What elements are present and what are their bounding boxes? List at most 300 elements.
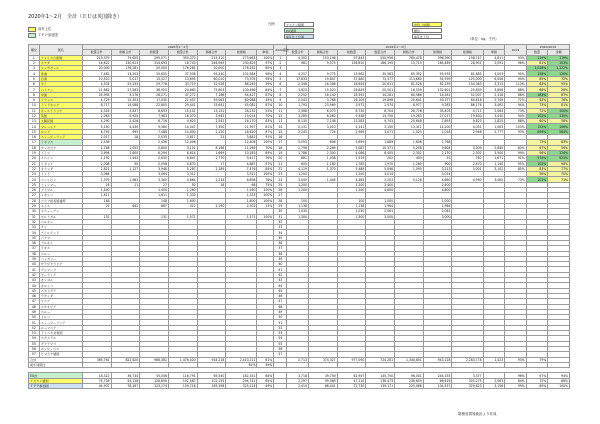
row-rank: 40 bbox=[29, 262, 40, 267]
row-country: ウガンダ bbox=[39, 293, 82, 298]
legend-eu bbox=[284, 28, 314, 33]
row-cell-r: 12 bbox=[274, 113, 287, 118]
row-cell-a: 39,063 bbox=[197, 97, 226, 102]
total-row-tv: 1,476,020 bbox=[168, 357, 197, 362]
row-cell-tv: 12,406 bbox=[168, 140, 197, 145]
row-country: ドミニカ共和国 bbox=[39, 331, 82, 336]
row-cell-tq19: 1,200 bbox=[337, 182, 366, 187]
row-cell-qr: 66% bbox=[526, 87, 548, 92]
row-cell-b: 102,584 bbox=[226, 71, 257, 76]
row-cell-q19: 3,823 bbox=[287, 87, 309, 92]
row-cell-q19: 1,786 bbox=[287, 150, 309, 155]
row-cell-tv: 14,800 bbox=[168, 129, 197, 134]
row-cell-c19: 762 bbox=[452, 156, 483, 161]
sub-total-19: 総価格 bbox=[452, 50, 483, 55]
row-country: ブラジル bbox=[39, 188, 82, 193]
row-cell-vr: 71% bbox=[548, 177, 570, 182]
row-cell-b19: 164,469 bbox=[423, 60, 452, 65]
row-cell-p: 100% bbox=[257, 193, 274, 198]
row-cell-tv19: 10,371 bbox=[366, 145, 395, 150]
row-cell-q19: 2,131 bbox=[287, 124, 309, 129]
sub-total-value-19: 総価格 bbox=[423, 50, 452, 55]
row-cell-tv: 15,101 bbox=[168, 108, 197, 113]
row-cell-qr: 158% bbox=[526, 71, 548, 76]
row-cell-p: 100% bbox=[257, 198, 274, 203]
row-cell-r: 23 bbox=[274, 172, 287, 177]
row-cell-a: 52,526 bbox=[197, 82, 226, 87]
row-cell-a19: 2,302 bbox=[395, 150, 424, 155]
row-cell-tv: 29,441 bbox=[168, 103, 197, 108]
row-cell-q: 16,622 bbox=[82, 60, 111, 65]
row-cell-a19: 459 bbox=[395, 156, 424, 161]
row-cell-tq19: 5,699 bbox=[337, 140, 366, 145]
row-cell-q: 5,150 bbox=[82, 124, 111, 129]
row-cell-b19: 132,601 bbox=[423, 87, 452, 92]
row-cell-c19: 2,946 bbox=[452, 129, 483, 134]
row-country: デンマーク bbox=[39, 267, 82, 272]
row-cell-tv19: 202 bbox=[366, 156, 395, 161]
row-cell-r: 26 bbox=[274, 188, 287, 193]
row-cell-c19: 81,885 bbox=[452, 71, 483, 76]
row-cell-pr: 72% bbox=[505, 97, 527, 102]
row-cell-r: 10 bbox=[274, 103, 287, 108]
row-country: スウェーデン bbox=[39, 209, 82, 214]
row-cell-c19: 125,000 bbox=[452, 76, 483, 81]
row-cell-v: 695 bbox=[111, 129, 140, 134]
row-cell-b: 86,245 bbox=[226, 82, 257, 87]
row-cell-r: 53 bbox=[274, 331, 287, 336]
row-cell-pr: 83% bbox=[505, 145, 527, 150]
row-cell-r: 20 bbox=[274, 156, 287, 161]
row-rank: 11 bbox=[29, 108, 40, 113]
summary-row-c19: 303,275 bbox=[452, 378, 483, 383]
row-cell-v19: 19,647 bbox=[308, 76, 337, 81]
row-cell-r: 24 bbox=[274, 177, 287, 182]
row-cell-v: 4,430 bbox=[111, 124, 140, 129]
row-cell-a19: 61,528 bbox=[395, 82, 424, 87]
row-cell-pr: 93% bbox=[505, 55, 527, 60]
row-cell-p: 94% bbox=[257, 76, 274, 81]
row-cell-pr: 94% bbox=[505, 113, 527, 118]
row-cell-vr: 28% bbox=[548, 87, 570, 92]
summary-row-p: 49% bbox=[257, 384, 274, 389]
row-country: アイルランド bbox=[39, 230, 82, 235]
sub-total-qty-19: 総数量 bbox=[337, 50, 366, 55]
row-cell-q: 1,611 bbox=[82, 193, 111, 198]
row-cell-q19: 3,040 bbox=[287, 177, 309, 182]
summary-row-vr: 94% bbox=[548, 373, 570, 378]
sub-qty-ratio: 数量 bbox=[526, 50, 548, 55]
row-country: メキシコ bbox=[39, 193, 82, 198]
total-row-tq: 988,381 bbox=[140, 357, 169, 362]
summary-row-d19: 2,563 bbox=[483, 378, 505, 383]
row-cell-q19: 2,798 bbox=[287, 145, 309, 150]
row-cell-b: 16,620 bbox=[226, 129, 257, 134]
row-cell-r: 57 bbox=[274, 352, 287, 357]
row-cell-d19: 3,042 bbox=[483, 113, 505, 118]
sub-qty-19b: 数量合計 bbox=[366, 50, 395, 55]
row-cell-b: 230,629 bbox=[226, 60, 257, 65]
row-cell-r: 22 bbox=[274, 166, 287, 171]
row-cell-r: 27 bbox=[274, 193, 287, 198]
row-cell-p: 70% bbox=[257, 113, 274, 118]
row-cell-q: 1,400 bbox=[82, 188, 111, 193]
row-cell-r: 18 bbox=[274, 145, 287, 150]
row-cell-tq19: 5,087 bbox=[337, 145, 366, 150]
row-country: ケニア bbox=[39, 299, 82, 304]
row-cell-a: 15,641 bbox=[197, 103, 226, 108]
total-row-b: 61% bbox=[226, 362, 257, 367]
row-cell-p: 76% bbox=[257, 177, 274, 182]
row-cell-vr: 100% bbox=[548, 108, 570, 113]
sub-total-qty: 総数量 bbox=[140, 50, 169, 55]
row-rank: 21 bbox=[29, 161, 40, 166]
row-cell-tq: 28,271 bbox=[140, 92, 169, 97]
summary-row-p: 64% bbox=[257, 373, 274, 378]
sub-kg-price-19: 単価 bbox=[483, 50, 505, 55]
row-cell-v: 230,613 bbox=[111, 60, 140, 65]
row-cell-tq19: 97,843 bbox=[337, 55, 366, 60]
row-cell-p: 100% bbox=[257, 214, 274, 219]
row-rank: 18 bbox=[29, 145, 40, 150]
row-cell-q: 2,008 bbox=[82, 161, 111, 166]
row-cell-vr: 81% bbox=[548, 103, 570, 108]
row-rank: 25 bbox=[29, 182, 40, 187]
row-country: ベトナム bbox=[39, 87, 82, 92]
row-cell-b19: 14,200 bbox=[423, 124, 452, 129]
row-cell-b19: 1,018 bbox=[423, 129, 452, 134]
row-cell-r: 40 bbox=[274, 262, 287, 267]
row-cell-a: 2,542 bbox=[197, 119, 226, 124]
total-row-c19: 2,283,778 bbox=[452, 357, 483, 362]
total-row-tq19: 977,090 bbox=[337, 357, 366, 362]
row-cell-b19: 95,935 bbox=[423, 71, 452, 76]
summary-row-q: 18,322 bbox=[82, 373, 111, 378]
row-cell-q19: 1,300 bbox=[287, 214, 309, 219]
summary-row-label: EU計 bbox=[29, 373, 83, 378]
row-rank: 16 bbox=[29, 135, 40, 140]
row-cell-tv19: 3,000 bbox=[366, 214, 395, 219]
row-cell-p: 53% bbox=[257, 108, 274, 113]
row-cell-v19: 1,038 bbox=[308, 156, 337, 161]
row-cell-v19: 9,575 bbox=[308, 60, 337, 65]
row-cell-q19: 1,200 bbox=[287, 188, 309, 193]
row-cell-a19: 760,478 bbox=[395, 55, 424, 60]
row-cell-tq: 295,071 bbox=[140, 55, 169, 60]
row-cell-a: 16 bbox=[197, 182, 226, 187]
row-cell-q: 2,017 bbox=[82, 135, 111, 140]
row-cell-tv: 50 bbox=[168, 182, 197, 187]
row-cell-q19: 1,138 bbox=[287, 203, 309, 208]
row-cell-d19: 1,063 bbox=[483, 124, 505, 129]
row-cell-tq19: 1,200 bbox=[337, 188, 366, 193]
row-cell-r: 5 bbox=[274, 76, 287, 81]
row-cell-tq: 27 bbox=[140, 182, 169, 187]
row-cell-r: 38 bbox=[274, 251, 287, 256]
row-cell-v: 18 bbox=[111, 135, 140, 140]
row-cell-tv: 4,620 bbox=[168, 119, 197, 124]
summary-row-p: 65% bbox=[257, 378, 274, 383]
row-cell-tv: 4,664 bbox=[168, 177, 197, 182]
row-cell-d19: 1,825 bbox=[483, 119, 505, 124]
row-cell-b: 1,333 bbox=[226, 193, 257, 198]
row-cell-tv19: 2,400 bbox=[366, 182, 395, 187]
summary-row-qr: 89% bbox=[526, 384, 548, 389]
row-country: ホンジュラス bbox=[39, 346, 82, 351]
row-country: オランダ bbox=[39, 166, 82, 171]
row-cell-tq: 8,653 bbox=[140, 108, 169, 113]
row-cell-r: 28 bbox=[274, 198, 287, 203]
row-cell-v: 1,127 bbox=[111, 166, 140, 171]
row-cell-qr: 58% bbox=[526, 172, 548, 177]
row-cell-tv19: 1,970 bbox=[366, 161, 395, 166]
row-cell-tq19: 4,484 bbox=[337, 177, 366, 182]
summary-row-b: 182,331 bbox=[226, 373, 257, 378]
row-country: ポルトガル bbox=[39, 214, 82, 219]
row-cell-v19: 3,010 bbox=[308, 124, 337, 129]
row-cell-qr: 67% bbox=[526, 145, 548, 150]
row-cell-qr: 63% bbox=[526, 82, 548, 87]
row-cell-b: 9,417 bbox=[226, 156, 257, 161]
row-cell-v: 2,426 bbox=[111, 119, 140, 124]
row-cell-q: 1,748 bbox=[82, 145, 111, 150]
row-cell-v19: 1,180 bbox=[308, 161, 337, 166]
row-cell-tq: 6,294 bbox=[140, 150, 169, 155]
row-rank: 17 bbox=[29, 140, 40, 145]
row-cell-b19: 1,964 bbox=[423, 203, 452, 208]
row-cell-p: 12% bbox=[257, 203, 274, 208]
row-rank: 47 bbox=[29, 299, 40, 304]
row-rank: 8 bbox=[29, 92, 40, 97]
row-cell-q: 10,510 bbox=[82, 76, 111, 81]
summary-row-b19: 104,557 bbox=[423, 384, 452, 389]
row-cell-pr: 88% bbox=[505, 87, 527, 92]
summary-row-b19: 244,335 bbox=[423, 373, 452, 378]
row-cell-qr: 73% bbox=[526, 103, 548, 108]
row-rank: 41 bbox=[29, 267, 40, 272]
total-row-v19: 374,327 bbox=[308, 357, 337, 362]
row-cell-p: 84% bbox=[257, 87, 274, 92]
summary-row-a: 165,398 bbox=[197, 384, 226, 389]
summary-row-v19: 99,369 bbox=[308, 378, 337, 383]
total-row-q: 365,761 bbox=[82, 357, 111, 362]
row-cell-q19: 1,030 bbox=[287, 209, 309, 214]
row-cell-pr: 96% bbox=[505, 60, 527, 65]
summary-row-pr: 84% bbox=[505, 378, 527, 383]
row-cell-r: 14 bbox=[274, 124, 287, 129]
row-cell-v: 79,655 bbox=[111, 55, 140, 60]
row-rank: 52 bbox=[29, 325, 40, 330]
row-cell-b: 66 bbox=[226, 182, 257, 187]
row-cell-tq19: 18,392 bbox=[337, 92, 366, 97]
row-cell-b: 28,232 bbox=[226, 108, 257, 113]
summary-row-a: 65,540 bbox=[197, 373, 226, 378]
row-cell-pr: 88% bbox=[505, 92, 527, 97]
row-rank: 34 bbox=[29, 230, 40, 235]
row-cell-v19: 6,070 bbox=[308, 108, 337, 113]
summary-row-tq: 128,856 bbox=[140, 378, 169, 383]
legend-title: 凡例 bbox=[268, 22, 275, 26]
row-cell-r: 35 bbox=[274, 235, 287, 240]
row-cell-tq: 20,000 bbox=[140, 66, 169, 71]
row-cell-tv19: 2,203 bbox=[366, 177, 395, 182]
row-cell-tv19: 13,750 bbox=[366, 113, 395, 118]
row-cell-a: 2,190 bbox=[197, 203, 226, 208]
row-cell-d19: 1,671 bbox=[483, 156, 505, 161]
row-rank: 53 bbox=[29, 331, 40, 336]
row-cell-p: 91% bbox=[257, 135, 274, 140]
summary-row-tv19: 139,171 bbox=[366, 384, 395, 389]
row-cell-pr: 73% bbox=[505, 108, 527, 113]
row-cell-tv: 33,719 bbox=[168, 82, 197, 87]
row-country: ルーマニア bbox=[39, 325, 82, 330]
row-cell-q: 20,000 bbox=[82, 66, 111, 71]
row-cell-pr: 113% bbox=[505, 82, 527, 87]
row-cell-a: 2,770 bbox=[197, 156, 226, 161]
row-cell-c19: 9,823 bbox=[452, 119, 483, 124]
row-cell-vr: 124% bbox=[548, 150, 570, 155]
row-cell-v19: 7,148 bbox=[308, 119, 337, 124]
row-cell-a19: 1,095 bbox=[395, 166, 424, 171]
row-cell-v: 5,920 bbox=[111, 113, 140, 118]
row-cell-p: 96% bbox=[257, 71, 274, 76]
row-cell-tq19: 3,972 bbox=[337, 103, 366, 108]
legend-asean-label: アセアン諸国 bbox=[286, 23, 304, 27]
row-cell-d19: 2,777 bbox=[483, 129, 505, 134]
row-cell-a19: 26,778 bbox=[395, 108, 424, 113]
row-cell-r: 41 bbox=[274, 267, 287, 272]
row-rank: 14 bbox=[29, 124, 40, 129]
row-cell-tv: 21,457 bbox=[168, 97, 197, 102]
row-cell-r: 13 bbox=[274, 119, 287, 124]
row-cell-v: 50 bbox=[111, 161, 140, 166]
row-cell-v19: 23,969 bbox=[308, 103, 337, 108]
total-row-pr: 93% bbox=[505, 357, 527, 362]
row-cell-tq: 1,400 bbox=[140, 188, 169, 193]
row-cell-qr: 63% bbox=[526, 97, 548, 102]
row-cell-vr: 1,122% bbox=[548, 66, 570, 71]
row-cell-pr: 99% bbox=[505, 150, 527, 155]
summary-row-tq: 55,056 bbox=[140, 373, 169, 378]
row-cell-tv: 1,600 bbox=[168, 198, 197, 203]
row-cell-r: 21 bbox=[274, 161, 287, 166]
row-cell-r: 8 bbox=[274, 92, 287, 97]
row-country: マレーシア bbox=[39, 124, 82, 129]
row-cell-qr: 699% bbox=[526, 129, 548, 134]
row-rank: 38 bbox=[29, 251, 40, 256]
legend-eu-label: EU諸国 bbox=[286, 29, 297, 33]
row-cell-tq: 1,611 bbox=[140, 193, 169, 198]
legend-label-tpp: ＴＰＰ参加国 bbox=[38, 33, 58, 37]
row-cell-qr: 183% bbox=[526, 92, 548, 97]
row-country: モロッコ bbox=[39, 283, 82, 288]
unit-label: （単位：kg、千円） bbox=[468, 37, 499, 41]
col-2020-rank-header: 2020順位 bbox=[274, 45, 287, 56]
legend-label-prev-top: 前年上位 bbox=[38, 27, 52, 31]
total-row-qr: 79% bbox=[526, 357, 548, 362]
total-row-q19: 2,713 bbox=[287, 357, 309, 362]
row-cell-a19: 8,977 bbox=[395, 103, 424, 108]
row-cell-a: 215,310 bbox=[197, 55, 226, 60]
row-cell-tq19: 1,785 bbox=[337, 161, 366, 166]
row-cell-a: 7,166 bbox=[197, 92, 226, 97]
row-cell-v: 1,443 bbox=[111, 156, 140, 161]
row-cell-vr: 58% bbox=[548, 119, 570, 124]
row-rank: 36 bbox=[29, 240, 40, 245]
summary-row-a19: 96,001 bbox=[395, 373, 424, 378]
row-cell-r: 51 bbox=[274, 320, 287, 325]
row-cell-pr: 94% bbox=[505, 103, 527, 108]
row-cell-tv19: 1,964 bbox=[366, 203, 395, 208]
row-cell-b: 10,283 bbox=[226, 150, 257, 155]
row-cell-d19: 2,091 bbox=[483, 60, 505, 65]
row-cell-tv19: 20,611 bbox=[366, 82, 395, 87]
row-cell-b: 45,082 bbox=[226, 103, 257, 108]
row-cell-d19: 3,062 bbox=[483, 103, 505, 108]
row-cell-tq19: 5,141 bbox=[337, 124, 366, 129]
total-row-label: 合計 bbox=[29, 357, 83, 362]
summary-row-tv: 116,791 bbox=[168, 373, 197, 378]
summary-row-tv19: 145,750 bbox=[366, 373, 395, 378]
row-country: アラブ首長国連邦 bbox=[39, 198, 82, 203]
row-country: ベルギー bbox=[39, 219, 82, 224]
row-cell-p: 83% bbox=[257, 119, 274, 124]
row-rank: 12 bbox=[29, 113, 40, 118]
row-cell-b: 12,406 bbox=[226, 140, 257, 145]
row-cell-b19: 3,000 bbox=[423, 214, 452, 219]
legend-asean bbox=[284, 22, 314, 27]
row-cell-r: 30 bbox=[274, 209, 287, 214]
row-cell-q: 11,662 bbox=[82, 87, 111, 92]
row-cell-r: 45 bbox=[274, 288, 287, 293]
row-cell-tv19: 166,195 bbox=[366, 60, 395, 65]
row-cell-tv: 3,312 bbox=[168, 172, 197, 177]
row-cell-q19: 3,285 bbox=[287, 113, 309, 118]
row-cell-tv19: 3,071 bbox=[366, 129, 395, 134]
summary-row-pr: 96% bbox=[505, 373, 527, 378]
row-cell-d19: 1,140 bbox=[483, 161, 505, 166]
row-cell-tq: 2,058 bbox=[140, 161, 169, 166]
table-body bbox=[29, 55, 570, 389]
row-cell-vr: 98% bbox=[548, 161, 570, 166]
row-cell-c19: 28,951 bbox=[452, 60, 483, 65]
row-cell-tv19: 14,281 bbox=[366, 92, 395, 97]
row-cell-q: 215,379 bbox=[82, 55, 111, 60]
row-cell-b: 1,600 bbox=[226, 198, 257, 203]
row-rank: 20 bbox=[29, 156, 40, 161]
row-cell-r: 42 bbox=[274, 272, 287, 277]
row-cell-q19: 1,200 bbox=[287, 182, 309, 187]
row-cell-b19: 3,014 bbox=[423, 172, 452, 177]
summary-row-d19: 3,156 bbox=[483, 384, 505, 389]
sub-total-value: 総価格 bbox=[226, 50, 257, 55]
row-cell-tv: 3,101 bbox=[168, 145, 197, 150]
row-rank: 2 bbox=[29, 60, 40, 65]
row-rank: 50 bbox=[29, 315, 40, 320]
row-cell-v: 13,203 bbox=[111, 71, 140, 76]
row-rank: 44 bbox=[29, 283, 40, 288]
row-country: シンガポール bbox=[39, 66, 82, 71]
row-country: フィリピン bbox=[39, 177, 82, 182]
row-cell-d19: 4,811 bbox=[483, 55, 505, 60]
row-cell-vr: 103% bbox=[548, 60, 570, 65]
row-cell-d19: 3,313 bbox=[483, 82, 505, 87]
total-row-a: 934,218 bbox=[197, 357, 226, 362]
row-cell-v: 5,017 bbox=[111, 76, 140, 81]
legend-yoy-label: 前年比上位 bbox=[414, 35, 430, 39]
row-cell-c19: 5,001 bbox=[452, 166, 483, 171]
row-cell-a: 3,945 bbox=[197, 113, 226, 118]
